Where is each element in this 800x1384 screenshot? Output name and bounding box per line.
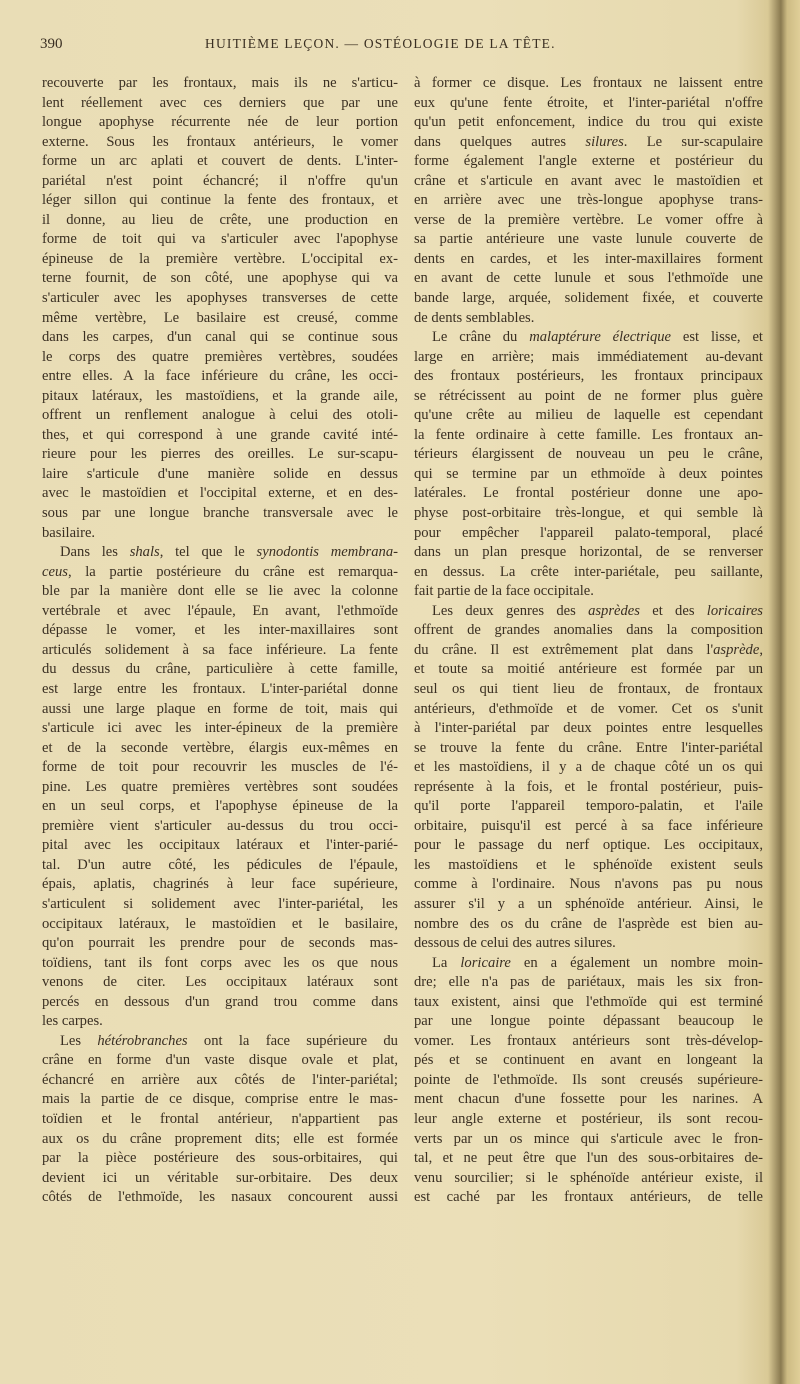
text-segment: ont la face supérieure du bbox=[187, 1032, 398, 1049]
italic-term: loricaires bbox=[706, 602, 763, 619]
text-line bbox=[414, 1110, 763, 1130]
text-segment: antérieurs, d'ethmoïde et de vomer. Cet os s'unit bbox=[414, 700, 763, 717]
text-line bbox=[42, 934, 398, 954]
text-line bbox=[42, 700, 398, 720]
text-segment: dents en cardes, et les inter-maxillaires forment bbox=[414, 250, 763, 267]
text-line bbox=[414, 230, 763, 250]
text-line bbox=[42, 289, 398, 309]
text-segment: verse de la première vertèbre. Le vomer offre à bbox=[414, 211, 763, 228]
left-column bbox=[42, 74, 398, 1208]
text-segment: et des bbox=[639, 602, 707, 619]
text-segment: forme de toit qui va s'articuler avec l'apophyse bbox=[42, 231, 398, 248]
text-segment: orbitaire, puisqu'il est percé à sa face inférieure bbox=[414, 817, 763, 834]
text-line bbox=[42, 1071, 398, 1091]
text-segment: tal. D'un autre côté, les pédicules de l'épaule, bbox=[42, 856, 398, 873]
text-segment: dépasse le vomer, et les inter-maxillaires sont bbox=[42, 622, 398, 639]
text-segment: se rétrécissent au point de ne former plus guère bbox=[414, 387, 763, 404]
text-segment: vomer. Les frontaux antérieurs sont très-dévelop- bbox=[414, 1032, 763, 1049]
text-line bbox=[42, 504, 398, 524]
text-segment: externe. Sous les frontaux antérieurs, le vomer bbox=[42, 133, 398, 150]
text-line bbox=[42, 484, 398, 504]
text-line bbox=[42, 817, 398, 837]
text-segment: longue apophyse récurrente née de leur portion bbox=[42, 114, 398, 131]
text-segment: forme un arc aplati et couvert de dents. L'inter- bbox=[42, 153, 398, 170]
text-line bbox=[42, 367, 398, 387]
text-segment: et les mastoïdiens, il y a de chaque côté un os qui bbox=[414, 759, 763, 776]
text-line bbox=[42, 1110, 398, 1130]
text-segment: thes, et qui correspond à une grande cavité inté- bbox=[42, 426, 398, 443]
text-line bbox=[414, 719, 763, 739]
text-segment: qu'un petit enfoncement, indice du trou qui existe bbox=[414, 114, 763, 131]
text-line bbox=[414, 563, 763, 583]
text-line bbox=[42, 1012, 398, 1032]
italic-term: malaptérure électrique bbox=[529, 329, 672, 346]
text-segment: par la pièce postérieure des sous-orbitaires, qui bbox=[42, 1150, 398, 1167]
text-segment: large en arrière; mais immédiatement au-devant bbox=[414, 348, 763, 365]
text-segment: crâne et s'articule en avant avec le mastoïdien et bbox=[414, 172, 763, 189]
italic-term: hétérobranches bbox=[97, 1032, 188, 1049]
text-line bbox=[414, 211, 763, 231]
text-line bbox=[414, 915, 763, 935]
text-segment: échancré en arrière aux côtés de l'inter-pariétal; bbox=[42, 1071, 398, 1088]
text-line bbox=[42, 74, 398, 94]
text-line bbox=[414, 660, 763, 680]
text-line bbox=[414, 602, 763, 622]
text-segment: fait partie de la face occipitale. bbox=[414, 583, 594, 600]
text-segment: pés et se continuent en avant en longeant la bbox=[414, 1052, 763, 1069]
text-line bbox=[42, 94, 398, 114]
text-segment: les carpes. bbox=[42, 1013, 103, 1030]
text-line bbox=[42, 582, 398, 602]
text-segment: pitaux latéraux, les mastoïdiens, et la grande aile, bbox=[42, 387, 398, 404]
text-segment: se trouve la fente du crâne. Entre l'inter-pariétal bbox=[414, 739, 763, 756]
text-segment: Le crâne du bbox=[432, 329, 530, 346]
text-line bbox=[42, 915, 398, 935]
text-segment: offrent un renflement analogue à celui des otoli- bbox=[42, 407, 398, 424]
text-line bbox=[414, 113, 763, 133]
text-line bbox=[42, 445, 398, 465]
text-segment: pour le passage du nerf optique. Les occipitaux, bbox=[414, 837, 763, 854]
text-line bbox=[42, 680, 398, 700]
text-segment: Les deux genres des bbox=[432, 602, 589, 619]
text-line bbox=[42, 875, 398, 895]
page-number: 390 bbox=[40, 36, 63, 52]
text-line bbox=[42, 309, 398, 329]
text-segment: nombre des os du crâne de l'asprède est bien au- bbox=[414, 915, 763, 932]
text-line bbox=[414, 739, 763, 759]
text-segment: . Le sur-scapulaire bbox=[623, 133, 763, 150]
text-line bbox=[42, 328, 398, 348]
text-segment: qu'on pourrait les prendre pour de seconds mas- bbox=[42, 935, 398, 952]
italic-term: ceus bbox=[42, 563, 68, 580]
italic-term: loricaire bbox=[460, 954, 511, 971]
text-line bbox=[42, 954, 398, 974]
text-line bbox=[42, 406, 398, 426]
text-segment: recouverte par les frontaux, mais ils ne s'articu- bbox=[42, 75, 398, 91]
text-line bbox=[414, 1071, 763, 1091]
text-segment: latérales. Le frontal postérieur donne une apo- bbox=[414, 485, 763, 502]
text-segment: comme à l'ordinaire. Nous n'avons pas pu nous bbox=[414, 876, 763, 893]
text-segment: , tel que le bbox=[159, 544, 257, 561]
text-line bbox=[42, 758, 398, 778]
text-segment: en arrière avec une très-longue apophyse trans- bbox=[414, 192, 763, 209]
text-segment: Dans les bbox=[60, 544, 130, 561]
text-segment: pine. Les quatre premières vertèbres sont soudées bbox=[42, 778, 398, 795]
text-line bbox=[414, 1032, 763, 1052]
text-segment: en dessus. La crête inter-pariétale, peu saillante, bbox=[414, 563, 763, 580]
text-segment: de dents semblables. bbox=[414, 309, 535, 326]
text-line bbox=[414, 797, 763, 817]
text-line bbox=[414, 133, 763, 153]
text-line bbox=[414, 367, 763, 387]
text-segment: entre elles. A la face inférieure du crâne, les occi- bbox=[42, 368, 398, 385]
text-line bbox=[42, 739, 398, 759]
text-line bbox=[414, 94, 763, 114]
text-segment: s'articule ici avec les inter-épineux de la première bbox=[42, 720, 398, 737]
text-segment: est lisse, et bbox=[671, 329, 763, 346]
text-line bbox=[414, 328, 763, 348]
text-line bbox=[42, 856, 398, 876]
text-segment: le corps des quatre premières vertèbres, soudées bbox=[42, 348, 398, 365]
text-segment: et de la seconde vertèbre, élargis eux-mêmes en bbox=[42, 739, 398, 756]
text-segment: physe post-orbitaire très-longue, et qui semble là bbox=[414, 505, 763, 522]
text-segment: du dessus du crâne, particulière à cette famille, bbox=[42, 661, 398, 678]
text-line bbox=[42, 641, 398, 661]
italic-term: asprèdes bbox=[588, 602, 640, 619]
text-line bbox=[414, 954, 763, 974]
text-segment: qui se termine par un ethmoïde à deux pointes bbox=[414, 465, 763, 482]
text-line bbox=[42, 797, 398, 817]
text-line bbox=[414, 426, 763, 446]
text-segment: lent réellement avec ces derniers que par une bbox=[42, 94, 398, 111]
text-segment: pital avec les occipitaux latéraux et l'inter-parié- bbox=[42, 837, 398, 854]
text-line bbox=[414, 875, 763, 895]
text-segment: représente à la fois, et le frontal postérieur, puis- bbox=[414, 778, 763, 795]
text-line bbox=[414, 445, 763, 465]
text-line bbox=[414, 582, 763, 602]
text-line bbox=[414, 993, 763, 1013]
text-line bbox=[414, 406, 763, 426]
text-segment: venu sourcilier; si le sphénoïde antérieur existe, il bbox=[414, 1169, 763, 1186]
text-segment: aux os du crâne proprement dits; elle est formée bbox=[42, 1130, 398, 1147]
text-line bbox=[414, 973, 763, 993]
text-segment: en a également un nombre moin- bbox=[510, 954, 764, 971]
text-line bbox=[414, 680, 763, 700]
text-line bbox=[42, 719, 398, 739]
text-segment: épais, aplatis, chagrinés à leur face supérieure, bbox=[42, 876, 398, 893]
text-segment: taux existent, ainsi que l'ethmoïde qui est terminé bbox=[414, 993, 763, 1010]
text-segment: en un seul corps, et l'apophyse épineuse de la bbox=[42, 798, 398, 815]
text-segment: basilaire. bbox=[42, 524, 96, 541]
text-line bbox=[414, 1169, 763, 1189]
text-segment: seul os qui tient lieu de frontaux, de frontaux bbox=[414, 680, 763, 697]
text-line bbox=[42, 563, 398, 583]
text-segment: Les bbox=[60, 1032, 98, 1049]
text-line bbox=[42, 973, 398, 993]
text-segment: même vertèbre, Le basilaire est creusé, comme bbox=[42, 309, 398, 326]
text-line bbox=[42, 778, 398, 798]
italic-term: asprède bbox=[713, 641, 760, 658]
text-segment: qu'il porte l'appareil temporo-palatin, et l'aile bbox=[414, 798, 763, 815]
text-segment: La bbox=[432, 954, 461, 971]
text-line bbox=[414, 152, 763, 172]
text-line bbox=[414, 172, 763, 192]
text-segment: , bbox=[759, 641, 763, 658]
text-line bbox=[414, 191, 763, 211]
text-segment: forme de toit pour recouvrir les muscles de l'é- bbox=[42, 759, 398, 776]
text-line bbox=[42, 602, 398, 622]
text-segment: terne fournit, de son côté, une apophyse qui va bbox=[42, 270, 398, 287]
text-segment: la fente ordinaire à cette famille. Les frontaux an- bbox=[414, 426, 763, 443]
text-segment: pariétal n'est point échancré; il n'offre qu'un bbox=[42, 172, 398, 189]
page-header bbox=[40, 36, 760, 56]
text-line bbox=[42, 269, 398, 289]
text-line bbox=[42, 1051, 398, 1071]
text-segment: toïdiens, tant ils font corps avec les os que nous bbox=[42, 954, 398, 971]
text-line bbox=[414, 1051, 763, 1071]
text-line bbox=[414, 504, 763, 524]
text-line bbox=[414, 895, 763, 915]
text-line bbox=[42, 836, 398, 856]
text-line bbox=[414, 700, 763, 720]
text-segment: léger sillon qui continue la fente des frontaux, et bbox=[42, 192, 398, 209]
text-line bbox=[414, 758, 763, 778]
text-line bbox=[42, 895, 398, 915]
text-line bbox=[42, 211, 398, 231]
text-segment: pointe de l'ethmoïde. Ils sont creusés supérieure- bbox=[414, 1071, 763, 1088]
text-segment: s'articuler avec les apophyses transverses de cette bbox=[42, 290, 398, 307]
text-segment: tal, et ne peut être que l'un des sous-orbitaires de- bbox=[414, 1150, 763, 1167]
text-segment: il donne, au lieu de crête, une production en bbox=[42, 211, 398, 228]
text-line bbox=[42, 465, 398, 485]
text-segment: devient ici un véritable sur-orbitaire. Des deux bbox=[42, 1169, 398, 1186]
text-line bbox=[414, 856, 763, 876]
text-line bbox=[414, 1130, 763, 1150]
text-line bbox=[42, 250, 398, 270]
running-title: HUITIÈME LEÇON. — OSTÉOLOGIE DE LA TÊTE. bbox=[205, 36, 556, 51]
text-line bbox=[414, 621, 763, 641]
italic-term: silures bbox=[585, 133, 624, 150]
text-line bbox=[414, 524, 763, 544]
text-segment: qu'une crête au milieu de laquelle est cependant bbox=[414, 407, 763, 424]
text-segment: eux qu'une fente étroite, et l'inter-pariétal n'offre bbox=[414, 94, 763, 111]
text-segment: articulés solidement à sa face inférieure. La fente bbox=[42, 641, 398, 658]
text-line bbox=[414, 387, 763, 407]
text-line bbox=[42, 1130, 398, 1150]
right-column bbox=[414, 74, 763, 1208]
text-segment: des frontaux postérieurs, les frontaux principaux bbox=[414, 368, 763, 385]
text-line bbox=[414, 1149, 763, 1169]
text-segment: les mastoïdiens et le sphénoïde existent seuls bbox=[414, 856, 763, 873]
text-segment: côtés de l'ethmoïde, les nasaux concourent aussi bbox=[42, 1189, 398, 1206]
text-line bbox=[42, 1032, 398, 1052]
text-segment: toïdien et le frontal antérieur, n'appartient pas bbox=[42, 1110, 398, 1127]
text-line bbox=[42, 1169, 398, 1189]
text-line bbox=[42, 1149, 398, 1169]
text-line bbox=[42, 543, 398, 563]
text-segment: ble par la manière dont elle se lie avec la colonne bbox=[42, 583, 398, 600]
text-segment: épineuse de la première vertèbre. L'occipital ex- bbox=[42, 250, 398, 267]
text-segment: ment chacun d'une fossette pour les narines. A bbox=[414, 1091, 763, 1108]
text-line bbox=[42, 230, 398, 250]
text-line bbox=[414, 1090, 763, 1110]
italic-term: shals bbox=[129, 544, 160, 561]
text-segment: rieure pour les pierres des oreilles. Le sur-scapu- bbox=[42, 446, 398, 463]
text-segment: mais la partie de ce disque, comprise entre le mas- bbox=[42, 1091, 398, 1108]
text-line bbox=[414, 289, 763, 309]
text-segment: dessous de celui des autres silures. bbox=[414, 935, 616, 952]
text-segment: à l'inter-pariétal par deux pointes entre lesquelles bbox=[414, 720, 763, 737]
text-line bbox=[42, 1090, 398, 1110]
text-line bbox=[42, 191, 398, 211]
text-segment: dans les carpes, d'un canal qui se continue sous bbox=[42, 329, 398, 346]
text-line bbox=[42, 993, 398, 1013]
text-line bbox=[42, 133, 398, 153]
text-segment: vertébrale et avec l'épaule, En avant, l'ethmoïde bbox=[42, 602, 398, 619]
text-line bbox=[42, 152, 398, 172]
text-segment: est large entre les frontaux. L'inter-pariétal donne bbox=[42, 680, 398, 697]
text-segment: avec le mastoïdien et l'occipital externe, et en des- bbox=[42, 485, 398, 502]
text-segment: s'articulent si solidement avec l'inter-pariétal, les bbox=[42, 895, 398, 912]
text-line bbox=[414, 817, 763, 837]
text-line bbox=[414, 1188, 763, 1208]
text-line bbox=[414, 250, 763, 270]
text-line bbox=[42, 172, 398, 192]
text-line bbox=[414, 74, 763, 94]
text-segment: dans quelques autres bbox=[414, 133, 586, 150]
text-segment: térieurs élargissent de nouveau un peu le crâne, bbox=[414, 446, 763, 463]
text-line bbox=[42, 387, 398, 407]
text-line bbox=[414, 543, 763, 563]
text-line bbox=[42, 621, 398, 641]
text-segment: verts par un os mince qui s'articule avec le fron- bbox=[414, 1130, 763, 1147]
text-line bbox=[414, 269, 763, 289]
text-segment: dre; elle n'a pas de pariétaux, mais les six fron- bbox=[414, 974, 763, 991]
text-segment: venons de citer. Les occipitaux latéraux sont bbox=[42, 974, 398, 991]
text-line bbox=[414, 1012, 763, 1032]
text-segment: dans un plan presque horizontal, de se renverser bbox=[414, 544, 763, 561]
text-segment: en avant de cette lunule et sous l'ethmoïde une bbox=[414, 270, 763, 287]
text-segment: à former ce disque. Les frontaux ne laissent entre bbox=[414, 75, 763, 91]
text-line bbox=[414, 778, 763, 798]
text-segment: première vient s'articuler au-dessus du trou occi- bbox=[42, 817, 398, 834]
text-segment: aussi une large plaque en forme de toit, mais qui bbox=[42, 700, 398, 717]
text-segment: pour empêcher l'appareil palato-temporal, placé bbox=[414, 524, 763, 541]
text-line bbox=[42, 426, 398, 446]
text-segment: est caché par les frontaux antérieurs, de telle bbox=[414, 1189, 763, 1206]
text-segment: sous par une longue branche transversale avec le bbox=[42, 505, 398, 522]
text-line bbox=[42, 660, 398, 680]
text-line bbox=[42, 1188, 398, 1208]
text-segment: forme également l'angle externe et postérieur du bbox=[414, 153, 763, 170]
text-line bbox=[42, 348, 398, 368]
text-segment: crâne en forme d'un vaste disque ovale et plat, bbox=[42, 1052, 398, 1069]
text-line bbox=[414, 309, 763, 329]
text-segment: , la partie postérieure du crâne est remarqua- bbox=[67, 563, 398, 580]
text-segment: leur angle externe et postérieur, ils sont recou- bbox=[414, 1110, 763, 1127]
text-segment: laire s'articule d'une manière solide en dessus bbox=[42, 465, 398, 482]
text-segment: sa partie antérieure une vaste lunule couverte de bbox=[414, 231, 763, 248]
italic-term: synodontis membrana- bbox=[256, 544, 398, 561]
text-line bbox=[414, 465, 763, 485]
text-line bbox=[414, 836, 763, 856]
text-line bbox=[414, 348, 763, 368]
text-segment: du crâne. Il est extrêmement plat dans l' bbox=[414, 641, 714, 658]
text-line bbox=[42, 524, 398, 544]
text-segment: offrent de grandes anomalies dans la composition bbox=[414, 622, 763, 639]
text-line bbox=[414, 934, 763, 954]
text-segment: bande large, arquée, solidement fixée, et couverte bbox=[414, 290, 763, 307]
text-segment: occipitaux latéraux, le mastoïdien et le basilaire, bbox=[42, 915, 398, 932]
text-line bbox=[414, 484, 763, 504]
text-segment: percés en dessous d'un grand trou comme dans bbox=[42, 993, 398, 1010]
text-segment: assurer s'il y a un sphénoïde antérieur. Ainsi, le bbox=[414, 895, 763, 912]
text-segment: et toute sa moitié antérieure est formée par un bbox=[414, 661, 763, 678]
text-segment: par une longue pointe dépassant beaucoup le bbox=[414, 1013, 763, 1030]
text-line bbox=[42, 113, 398, 133]
text-line bbox=[414, 641, 763, 661]
